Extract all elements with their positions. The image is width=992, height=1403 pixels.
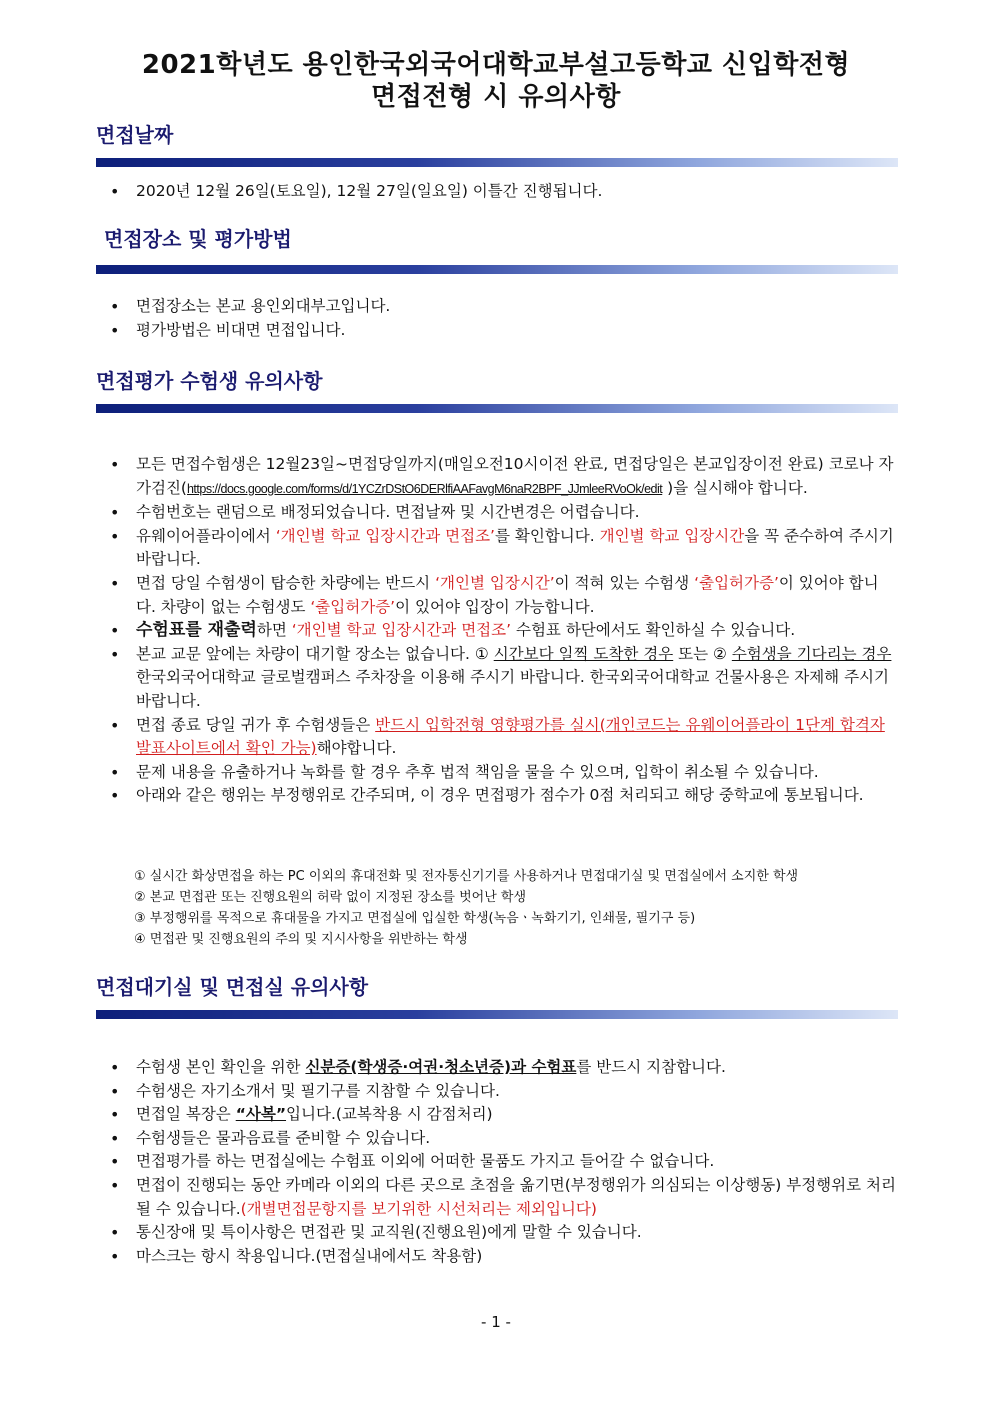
list-item: • 통신장애 및 특이사항은 면접관 및 교직원(진행요원)에게 말할 수 있습니다. xyxy=(108,1221,898,1245)
section-interview-date xyxy=(96,120,896,200)
heading-bar xyxy=(96,265,898,274)
sub-list-item: ② 본교 면접관 또는 진행요원의 허락 없이 지정된 장소를 벗어난 학생 xyxy=(134,890,527,905)
list-item: • 2020년 12월 26일(토요일), 12월 27일(일요일) 이틀간 진행됩니다. xyxy=(108,180,898,204)
heading-bar xyxy=(96,158,898,167)
list-item: • 수험번호는 랜덤으로 배정되었습니다. 면접날짜 및 시간변경은 어렵습니다. xyxy=(108,501,898,525)
list-item: • 면접일 복장은 “사복”입니다.(교복착용 시 감점처리) xyxy=(108,1103,898,1127)
list-item: • 수험생은 자기소개서 및 필기구를 지참할 수 있습니다. xyxy=(108,1080,898,1104)
list-item: • 면접장소는 본교 용인외대부고입니다. xyxy=(108,295,898,319)
bullet-list xyxy=(108,295,898,342)
list-item: • 면접 종료 당일 귀가 후 수험생들은 반드시 입학전형 영향평가를 실시(개인코드는 유웨이어플라이 1단계 합격자 발표사이트에서 확인 가능)해야합니다. xyxy=(108,714,898,761)
bullet-list xyxy=(108,180,898,204)
section-heading: 면접날짜 xyxy=(96,123,174,147)
list-item: • 모든 면접수험생은 12월23일~면접당일까지(매일오전10시이전 완료, 면접당일은 본교입장이전 완료) 코로나 자가검진(https://docs.google.com/forms/d/1YCZrDStO6DERlfiAAFavgM6naR2BPF_JJmleeRVoOk/edit )을 실시해야 합니다. xyxy=(108,453,898,501)
section-heading: 면접평가 수험생 유의사항 xyxy=(96,369,323,393)
document-title-line1: 2021학년도 용인한국외국어대학교부설고등학교 신입학전형 xyxy=(141,50,851,80)
bullet-list xyxy=(108,1056,898,1268)
list-item: • 면접평가를 하는 면접실에는 수험표 이외에 어떠한 물품도 가지고 들어갈 수 없습니다. xyxy=(108,1150,898,1174)
list-item: • 문제 내용을 유출하거나 녹화를 할 경우 추후 법적 책임을 물을 수 있으며, 입학이 취소될 수 있습니다. xyxy=(108,761,898,785)
list-item: • 면접이 진행되는 동안 카메라 이외의 다른 곳으로 초점을 옮기면(부정행위가 의심되는 이상행동) 부정행위로 처리될 수 있습니다.(개별면접문항지를 보기위한 시선처리는 제외입니다) xyxy=(108,1174,898,1221)
sub-list-item: ① 실시간 화상면접을 하는 PC 이외의 휴대전화 및 전자통신기기를 사용하거나 면접대기실 및 면접실에서 소지한 학생 xyxy=(134,869,799,884)
bullet-list xyxy=(108,453,898,808)
self-check-form-link[interactable]: https://docs.google.com/forms/d/1YCZrDStO6DERlfiAAFavgM6naR2BPF_JJmleeRVoOk/edit xyxy=(186,481,663,496)
heading-bar xyxy=(96,404,898,413)
list-item: • 유웨이어플라이에서 ‘개인별 학교 입장시간과 면접조’를 확인합니다. 개인별 학교 입장시간을 꼭 준수하여 주시기 바랍니다. xyxy=(108,525,898,572)
violation-sublist xyxy=(134,866,894,950)
list-item: • 마스크는 항시 착용입니다.(면접실내에서도 착용함) xyxy=(108,1245,898,1269)
section-room-notes xyxy=(96,972,896,1265)
section-heading: 면접대기실 및 면접실 유의사항 xyxy=(96,975,369,999)
page-number: - 1 - xyxy=(481,1313,511,1331)
list-item: • 면접 당일 수험생이 탑승한 차량에는 반드시 ‘개인별 입장시간’이 적혀 있는 수험생 ‘출입허가증’이 있어야 합니다. 차량이 없는 수험생도 ‘출입허가증’이 있어야 입장이 가능합니다. xyxy=(108,572,898,619)
list-item: • 수험생들은 물과음료를 준비할 수 있습니다. xyxy=(108,1127,898,1151)
list-item: • 수험생 본인 확인을 위한 신분증(학생증·여권·청소년증)과 수험표를 반드시 지참합니다. xyxy=(108,1056,898,1080)
list-item: • 평가방법은 비대면 면접입니다. xyxy=(108,319,898,343)
section-interview-place xyxy=(96,224,896,339)
list-item: • 본교 교문 앞에는 차량이 대기할 장소는 없습니다. ① 시간보다 일찍 도착한 경우 또는 ② 수험생을 기다리는 경우 한국외국어대학교 글로벌캠퍼스 주차장을 이용해 주시기 바랍니다. 한국외국어대학교 건물사용은 자제해 주시기 바랍니다. xyxy=(108,643,898,714)
sub-list-item: ③ 부정행위를 목적으로 휴대물을 가지고 면접실에 입실한 학생(녹음ㆍ녹화기기, 인쇄물, 필기구 등) xyxy=(134,911,696,926)
sub-list-item: ④ 면접관 및 진행요원의 주의 및 지시사항을 위반하는 학생 xyxy=(134,932,468,947)
section-heading: 면접장소 및 평가방법 xyxy=(104,227,292,251)
heading-bar xyxy=(96,1010,898,1019)
list-item: • 아래와 같은 행위는 부정행위로 간주되며, 이 경우 면접평가 점수가 0점 처리되고 해당 중학교에 통보됩니다. xyxy=(108,784,898,808)
list-item: • 수험표를 재출력하면 ‘개인별 학교 입장시간과 면접조’ 수험표 하단에서도 확인하실 수 있습니다. xyxy=(108,619,898,643)
section-applicant-notes xyxy=(96,366,896,947)
document-title-line2: 면접전형 시 유의사항 xyxy=(371,82,621,112)
